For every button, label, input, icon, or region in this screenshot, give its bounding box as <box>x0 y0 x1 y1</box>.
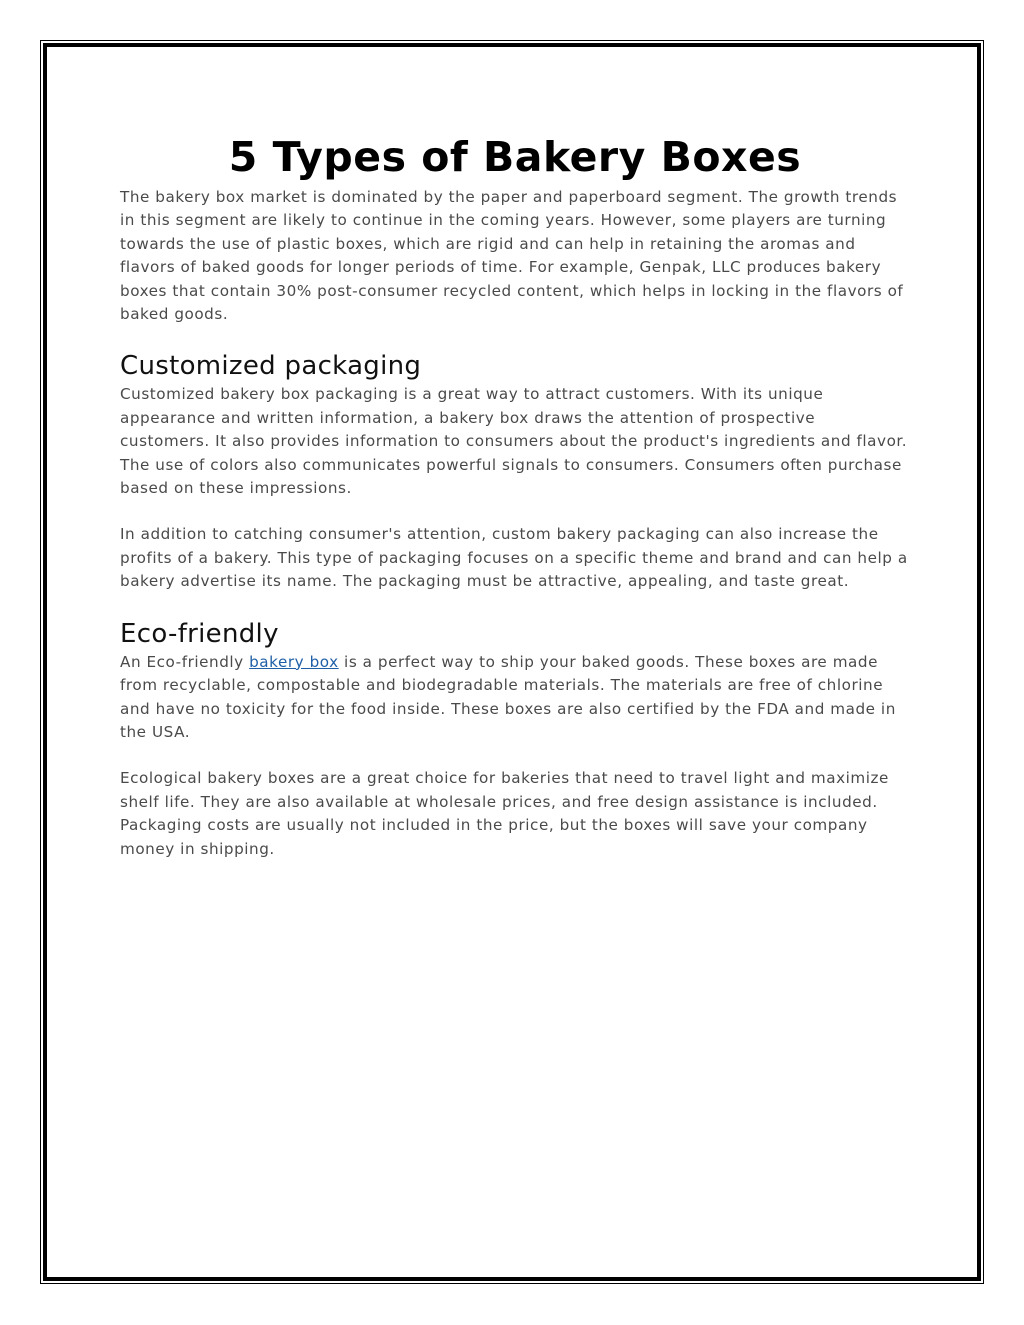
eco-paragraph-1 <box>120 651 910 745</box>
section-eco-friendly <box>120 617 910 861</box>
eco-paragraph-1-end: is a perfect way to ship your baked goods. These boxes are made from recyclable, compostable and biodegradable materials. The materials are free of chlorine and have no toxicity for the food inside. These boxes are also certified by the FDA and made in the USA. <box>120 652 896 741</box>
document-body <box>120 128 910 861</box>
section-customized-packaging <box>120 349 910 593</box>
customized-paragraph-2: In addition to catching consumer's attention, custom bakery packaging can also increase the profits of a bakery. This type of packaging focuses on a specific theme and brand and can help a bakery advertise its name. The packaging must be attractive, appealing, and taste great. <box>120 525 908 591</box>
bakery-box-link[interactable]: bakery box <box>249 652 339 671</box>
intro-paragraph: The bakery box market is dominated by the paper and paperboard segment. The growth trends in this segment are likely to continue in the coming years. However, some players are turning towards the use of plastic boxes, which are rigid and can help in retaining the aromas and flavors of baked goods for longer periods of time. For example, Genpak, LLC produces bakery boxes that contain 30% post-consumer recycled content, which helps in locking in the flavors of baked goods. <box>120 188 904 324</box>
document-title: 5 Types of Bakery Boxes <box>228 133 802 181</box>
section-heading-customized-packaging: Customized packaging <box>120 351 422 382</box>
customized-paragraph-1: Customized bakery box packaging is a great way to attract customers. With its unique appearance and written information, a bakery box draws the attention of prospective customers. It also provides information to consumers about the product's ingredients and flavor. The use of colors also communicates powerful signals to consumers. Consumers often purchase based on these impressions. <box>120 385 908 498</box>
section-heading-eco-friendly: Eco-friendly <box>120 618 279 649</box>
eco-paragraph-2: Ecological bakery boxes are a great choice for bakeries that need to travel light and maximize shelf life. They are also available at wholesale prices, and free design assistance is included. Packaging costs are usually not included in the price, but the boxes will save your company money in shipping. <box>120 769 889 858</box>
eco-paragraph-1-start: An Eco-friendly <box>120 652 250 671</box>
